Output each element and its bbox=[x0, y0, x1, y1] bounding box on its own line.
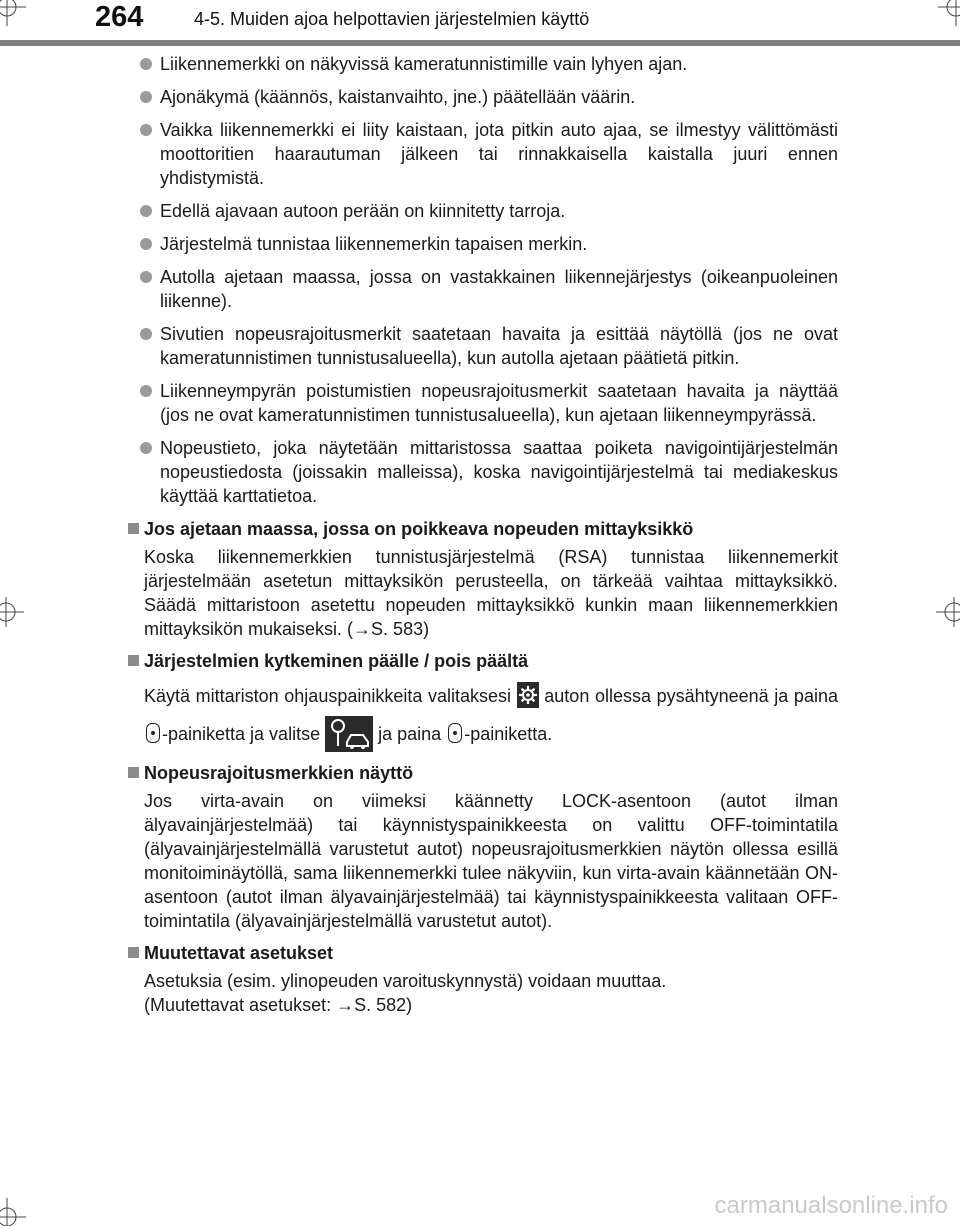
page-content bbox=[128, 52, 838, 1025]
bullet-dot-icon bbox=[140, 271, 152, 283]
list-item: Nopeustieto, joka näytetään mittaristossa saattaa poiketa navigointijärjestelmän nopeustiedosta (joissakin malleissa), koska navigointijärjestelmä tai mediakeskus käyttää karttatietoa. bbox=[128, 436, 838, 508]
section-text-unit: Koska liikennemerkkien tunnistusjärjestelmä (RSA) tunnistaa liikennemerkit järjestelmään asetetun mittayksikön perusteella, on tärkeää vaihtaa mittayksikkö. Säädä mittaristoon asetettu nopeuden mittayksikkö kunkin maan liikennemerkkien mittayksikön mukaiseksi. (→S. 583) bbox=[144, 547, 838, 639]
bullet-dot-icon bbox=[140, 124, 152, 136]
ok-button-icon bbox=[146, 723, 160, 743]
section-heading-settings: Muutettavat asetukset bbox=[128, 941, 838, 965]
section-text-switch: Käytä mittariston ohjauspainikkeita valitaksesi auton ollessa pysähtyneenä ja paina -painiketta ja valitse ja paina -painiketta. bbox=[128, 677, 838, 753]
header-bar bbox=[0, 40, 960, 46]
bullet-list bbox=[128, 52, 838, 508]
list-item: Liikenneympyrän poistumistien nopeusrajoitusmerkit saatetaan havaita ja näyttää (jos ne ovat kameratunnistimen tunnistusalueella), kun ajetaan liikenneympyrässä. bbox=[128, 379, 838, 427]
crop-mark-mid-right bbox=[936, 597, 960, 627]
bullet-dot-icon bbox=[140, 442, 152, 454]
bullet-dot-icon bbox=[140, 238, 152, 250]
section-text-display: Jos virta-avain on viimeksi käännetty LOCK-asentoon (autot ilman älyavainjärjestelmää) tai käynnistyspainikkeesta on valittu OFF-toimintatila (älyavainjärjestelmällä varustetut autot) nopeusrajoitusmerkkien näytön ollessa esillä monitoiminäytöllä, sama liikennemerkki tulee näkyviin, kun virta-avain käännetään ON-asentoon (autot ilman älyavainjärjestelmää) tai käynnistyspainikkeesta valitaan OFF-toimintatila (älyavainjärjestelmällä varustetut autot). bbox=[144, 791, 838, 931]
crop-mark-bottom-left bbox=[0, 1196, 28, 1226]
heading-square-icon bbox=[128, 767, 139, 778]
bullet-dot-icon bbox=[140, 58, 152, 70]
section-heading-switch: Järjestelmien kytkeminen päälle / pois päältä bbox=[128, 649, 838, 673]
heading-square-icon bbox=[128, 655, 139, 666]
list-item: Autolla ajetaan maassa, jossa on vastakkainen liikennejärjestys (oikeanpuoleinen liikenne). bbox=[128, 265, 838, 313]
section-heading-display: Nopeusrajoitusmerkkien näyttö bbox=[128, 761, 838, 785]
road-sign-car-icon bbox=[325, 716, 373, 752]
list-item: Edellä ajavaan autoon perään on kiinnitetty tarroja. bbox=[128, 199, 838, 223]
section-text-settings: Asetuksia (esim. ylinopeuden varoituskynnystä) voidaan muuttaa. (Muutettavat asetukset: →S. 582) bbox=[144, 971, 667, 1015]
bullet-dot-icon bbox=[140, 205, 152, 217]
bullet-dot-icon bbox=[140, 91, 152, 103]
ok-button-icon bbox=[448, 723, 462, 743]
list-item: Ajonäkymä (käännös, kaistanvaihto, jne.) päätellään väärin. bbox=[128, 85, 838, 109]
watermark: carmanualsonline.info bbox=[714, 1192, 948, 1219]
list-item: Sivutien nopeusrajoitusmerkit saatetaan havaita ja esittää näytöllä (jos ne ovat kameratunnistimen tunnistusalueella), kun autolla ajetaan päätietä pitkin. bbox=[128, 322, 838, 370]
crop-mark-top-left bbox=[0, 0, 28, 28]
heading-square-icon bbox=[128, 947, 139, 958]
list-item: Liikennemerkki on näkyvissä kameratunnistimille vain lyhyen ajan. bbox=[128, 52, 838, 76]
section-title: 4-5. Muiden ajoa helpottavien järjestelmien käyttö bbox=[194, 9, 590, 29]
crop-mark-top-right bbox=[938, 0, 960, 28]
settings-gear-icon bbox=[517, 682, 539, 708]
page-number: 264 bbox=[95, 1, 144, 33]
heading-square-icon bbox=[128, 523, 139, 534]
list-item: Vaikka liikennemerkki ei liity kaistaan, jota pitkin auto ajaa, se ilmestyy välittömästi moottoritien haarautuman jälkeen tai rinnakkaisella kaistalla juuri ennen yhdistymistä. bbox=[128, 118, 838, 190]
section-heading-unit: Jos ajetaan maassa, jossa on poikkeava nopeuden mittayksikkö bbox=[128, 517, 838, 541]
crop-mark-mid-left bbox=[0, 597, 24, 627]
list-item: Järjestelmä tunnistaa liikennemerkin tapaisen merkin. bbox=[128, 232, 838, 256]
bullet-dot-icon bbox=[140, 385, 152, 397]
bullet-dot-icon bbox=[140, 328, 152, 340]
